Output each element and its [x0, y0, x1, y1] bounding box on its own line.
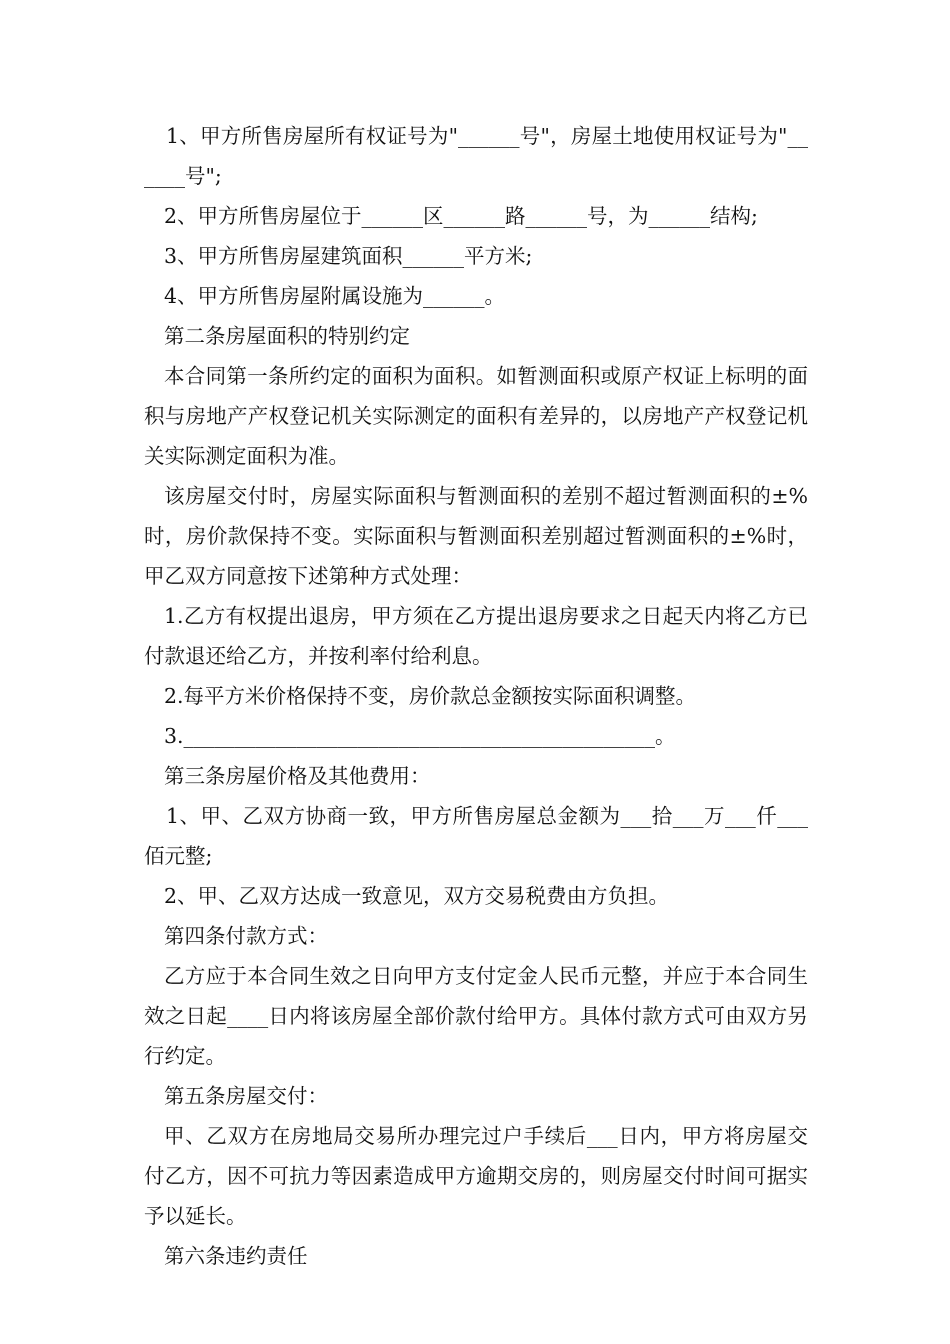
clause-1-4: 4、甲方所售房屋附属设施为______。 — [164, 284, 506, 308]
article-2-option-2: 2.每平方米价格保持不变，房价款总金额按实际面积调整。 — [164, 684, 697, 708]
document-body — [144, 116, 808, 1276]
article-4-heading: 第四条付款方式： — [164, 924, 328, 948]
article-2-heading: 第二条房屋面积的特别约定 — [164, 324, 410, 348]
article-3-heading: 第三条房屋价格及其他费用： — [164, 764, 431, 788]
article-6-heading: 第六条违约责任 — [164, 1244, 308, 1268]
clause-1-3: 3、甲方所售房屋建筑面积______平方米; — [164, 244, 533, 268]
article-3-item-2: 2、甲、乙双方达成一致意见，双方交易税费由方负担。 — [164, 884, 670, 908]
article-5-paragraph: 甲、乙双方在房地局交易所办理完过户手续后___日内，甲方将房屋交付乙方，因不可抗力等因素造成甲方逾期交房的，则房屋交付时间可据实予以延长。 — [144, 1124, 808, 1228]
article-2-paragraph-2: 该房屋交付时，房屋实际面积与暂测面积的差别不超过暂测面积的±%时，房价款保持不变。实际面积与暂测面积差别超过暂测面积的±%时，甲乙双方同意按下述第种方式处理： — [144, 484, 808, 588]
article-2-option-1: 1.乙方有权提出退房，甲方须在乙方提出退房要求之日起天内将乙方已付款退还给乙方，并按利率付给利息。 — [144, 604, 808, 668]
article-3-item-1: 1、甲、乙双方协商一致，甲方所售房屋总金额为___拾___万___仟___佰元整; — [144, 804, 808, 868]
article-2-option-3: 3.______________________________________________。 — [164, 724, 676, 748]
clause-1-1: 1、甲方所售房屋所有权证号为"______号"，房屋土地使用权证号为"______号"; — [144, 124, 808, 188]
article-2-paragraph-1: 本合同第一条所约定的面积为面积。如暂测面积或原产权证上标明的面积与房地产产权登记机关实际测定的面积有差异的，以房地产产权登记机关实际测定面积为准。 — [144, 364, 808, 468]
article-4-paragraph: 乙方应于本合同生效之日向甲方支付定金人民币元整，并应于本合同生效之日起____日内将该房屋全部价款付给甲方。具体付款方式可由双方另行约定。 — [144, 964, 808, 1068]
clause-1-2: 2、甲方所售房屋位于______区______路______号，为______结构; — [164, 204, 758, 228]
article-5-heading: 第五条房屋交付： — [164, 1084, 328, 1108]
